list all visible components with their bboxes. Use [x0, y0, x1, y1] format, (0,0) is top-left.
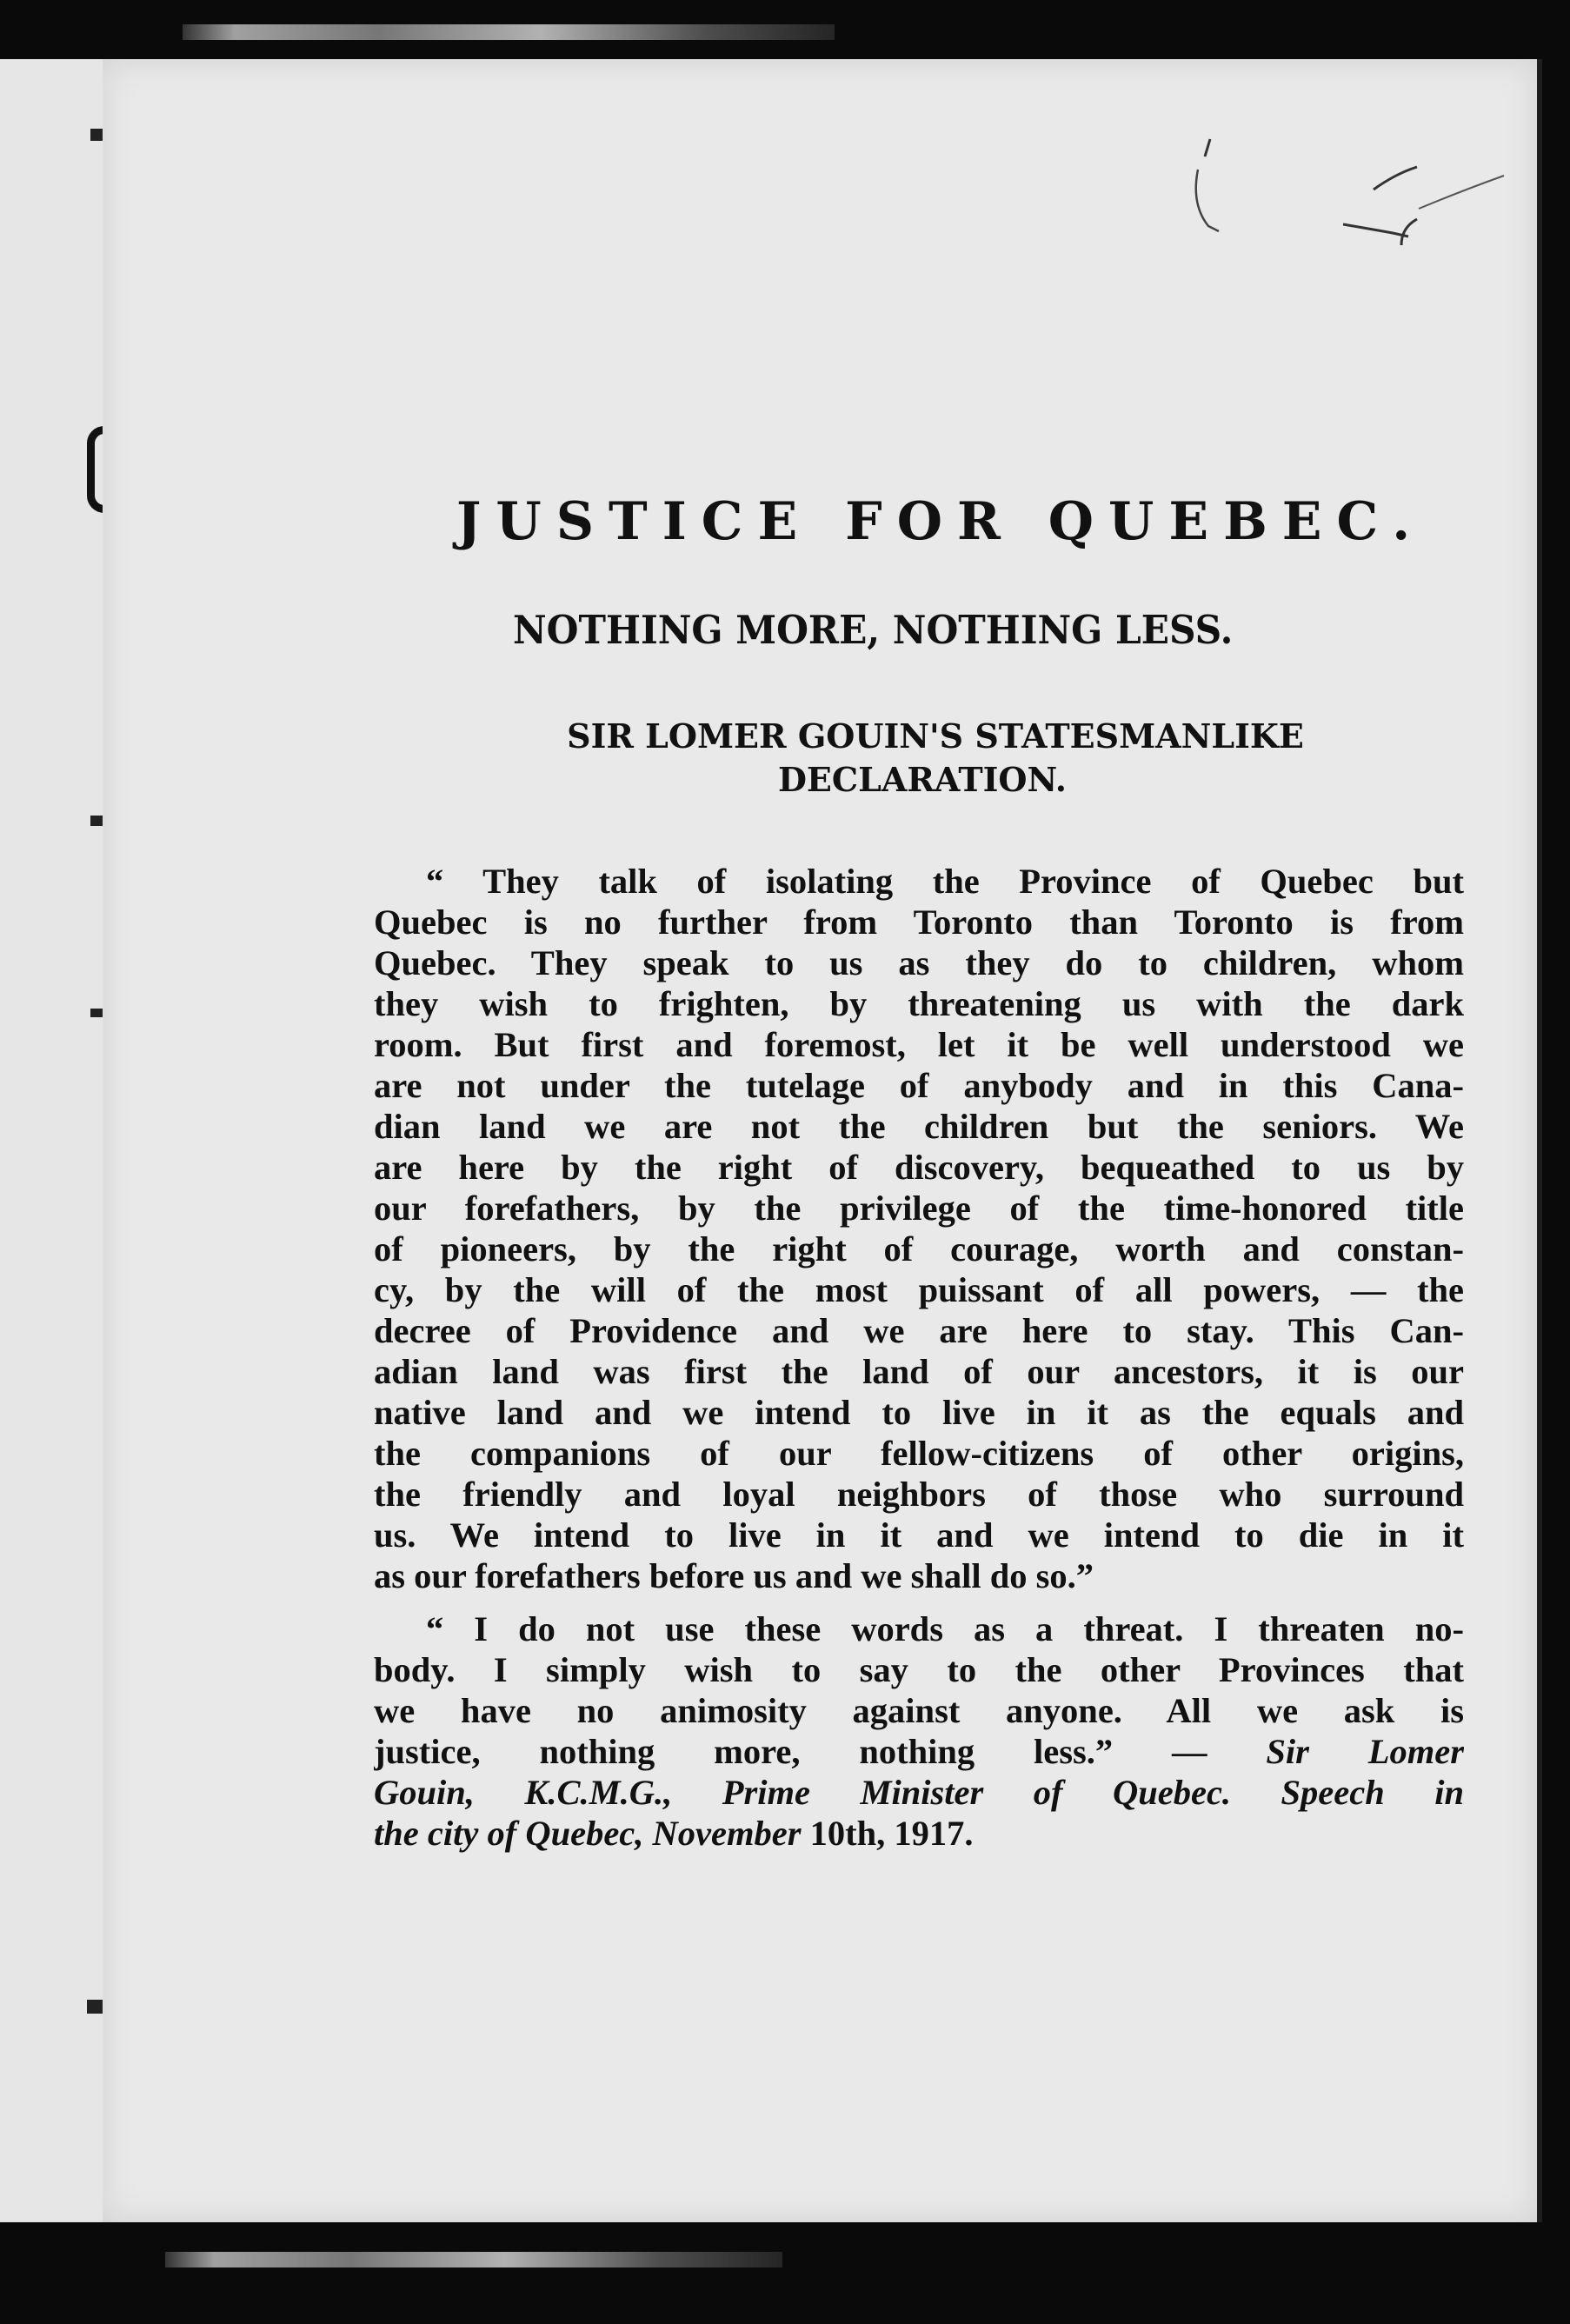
attribution-place: the city of Quebec, November [374, 1814, 802, 1853]
quote-paragraph-2 [374, 1608, 1464, 1854]
paragraph-line: our forefathers, by the privilege of the time-honored title [374, 1189, 1464, 1228]
page-title: JUSTICE FOR QUEBEC. [456, 491, 1426, 552]
section-heading-line: DECLARATION. [777, 760, 1068, 799]
quote-paragraph-1 [374, 861, 1464, 1596]
paragraph-line: are not under the tutelage of anybody and in this Cana- [374, 1066, 1464, 1105]
paragraph-line [374, 1772, 1464, 1813]
attribution-date: 10th, 1917. [809, 1814, 974, 1853]
paragraph-text: justice, nothing more, nothing less.” — [374, 1732, 1207, 1771]
paragraph-line: we have no animosity against anyone. All we ask is [374, 1691, 1464, 1730]
paragraph-line: Quebec is no further from Toronto than Toronto is from [374, 902, 1464, 942]
paragraph-line: they wish to frighten, by threatening us with the dark [374, 984, 1464, 1023]
paragraph-line: adian land was first the land of our ancestors, it is our [374, 1352, 1464, 1391]
top-scan-strip [183, 24, 835, 40]
paragraph-line: the companions of our fellow-citizens of other origins, [374, 1434, 1464, 1473]
paragraph-line: “ They talk of isolating the Province of Quebec but [426, 862, 1464, 901]
binding-edge [0, 59, 103, 2222]
paragraph-line: body. I simply wish to say to the other Provinces that [374, 1650, 1464, 1689]
bottom-scan-strip [165, 2252, 782, 2267]
section-heading [374, 715, 1471, 802]
paragraph-line: native land and we intend to live in it as the equals and [374, 1393, 1464, 1432]
paragraph-line: “ I do not use these words as a threat. I threaten no- [426, 1609, 1464, 1648]
attribution-title: Gouin, K.C.M.G., Prime Minister of Quebec. Speech in [374, 1773, 1464, 1812]
paragraph-line: dian land we are not the children but the seniors. We [374, 1107, 1464, 1146]
paragraph-line [374, 1731, 1464, 1772]
attribution-name: Sir Lomer [1266, 1732, 1464, 1771]
paragraph-line: us. We intend to live in it and we intend to die in it [374, 1515, 1464, 1555]
paragraph-line [374, 1813, 1464, 1854]
paragraph-line: Quebec. They speak to us as they do to children, whom [374, 943, 1464, 982]
paragraph-line: decree of Providence and we are here to stay. This Can- [374, 1311, 1464, 1350]
paragraph-line: room. But first and foremost, let it be well understood we [374, 1025, 1464, 1064]
page-subtitle: NOTHING MORE, NOTHING LESS. [513, 607, 1234, 653]
paragraph-line: of pioneers, by the right of courage, worth and constan- [374, 1229, 1464, 1269]
section-heading-line: SIR LOMER GOUIN'S STATESMANLIKE [567, 716, 1304, 756]
paragraph-line: are here by the right of discovery, bequeathed to us by [374, 1148, 1464, 1187]
paragraph-line: cy, by the will of the most puissant of all powers, — the [374, 1270, 1464, 1309]
paragraph-line: the friendly and loyal neighbors of those who surround [374, 1475, 1464, 1514]
pencil-mark-icon [1174, 122, 1521, 278]
paragraph-line: as our forefathers before us and we shall do so.” [374, 1556, 1094, 1595]
